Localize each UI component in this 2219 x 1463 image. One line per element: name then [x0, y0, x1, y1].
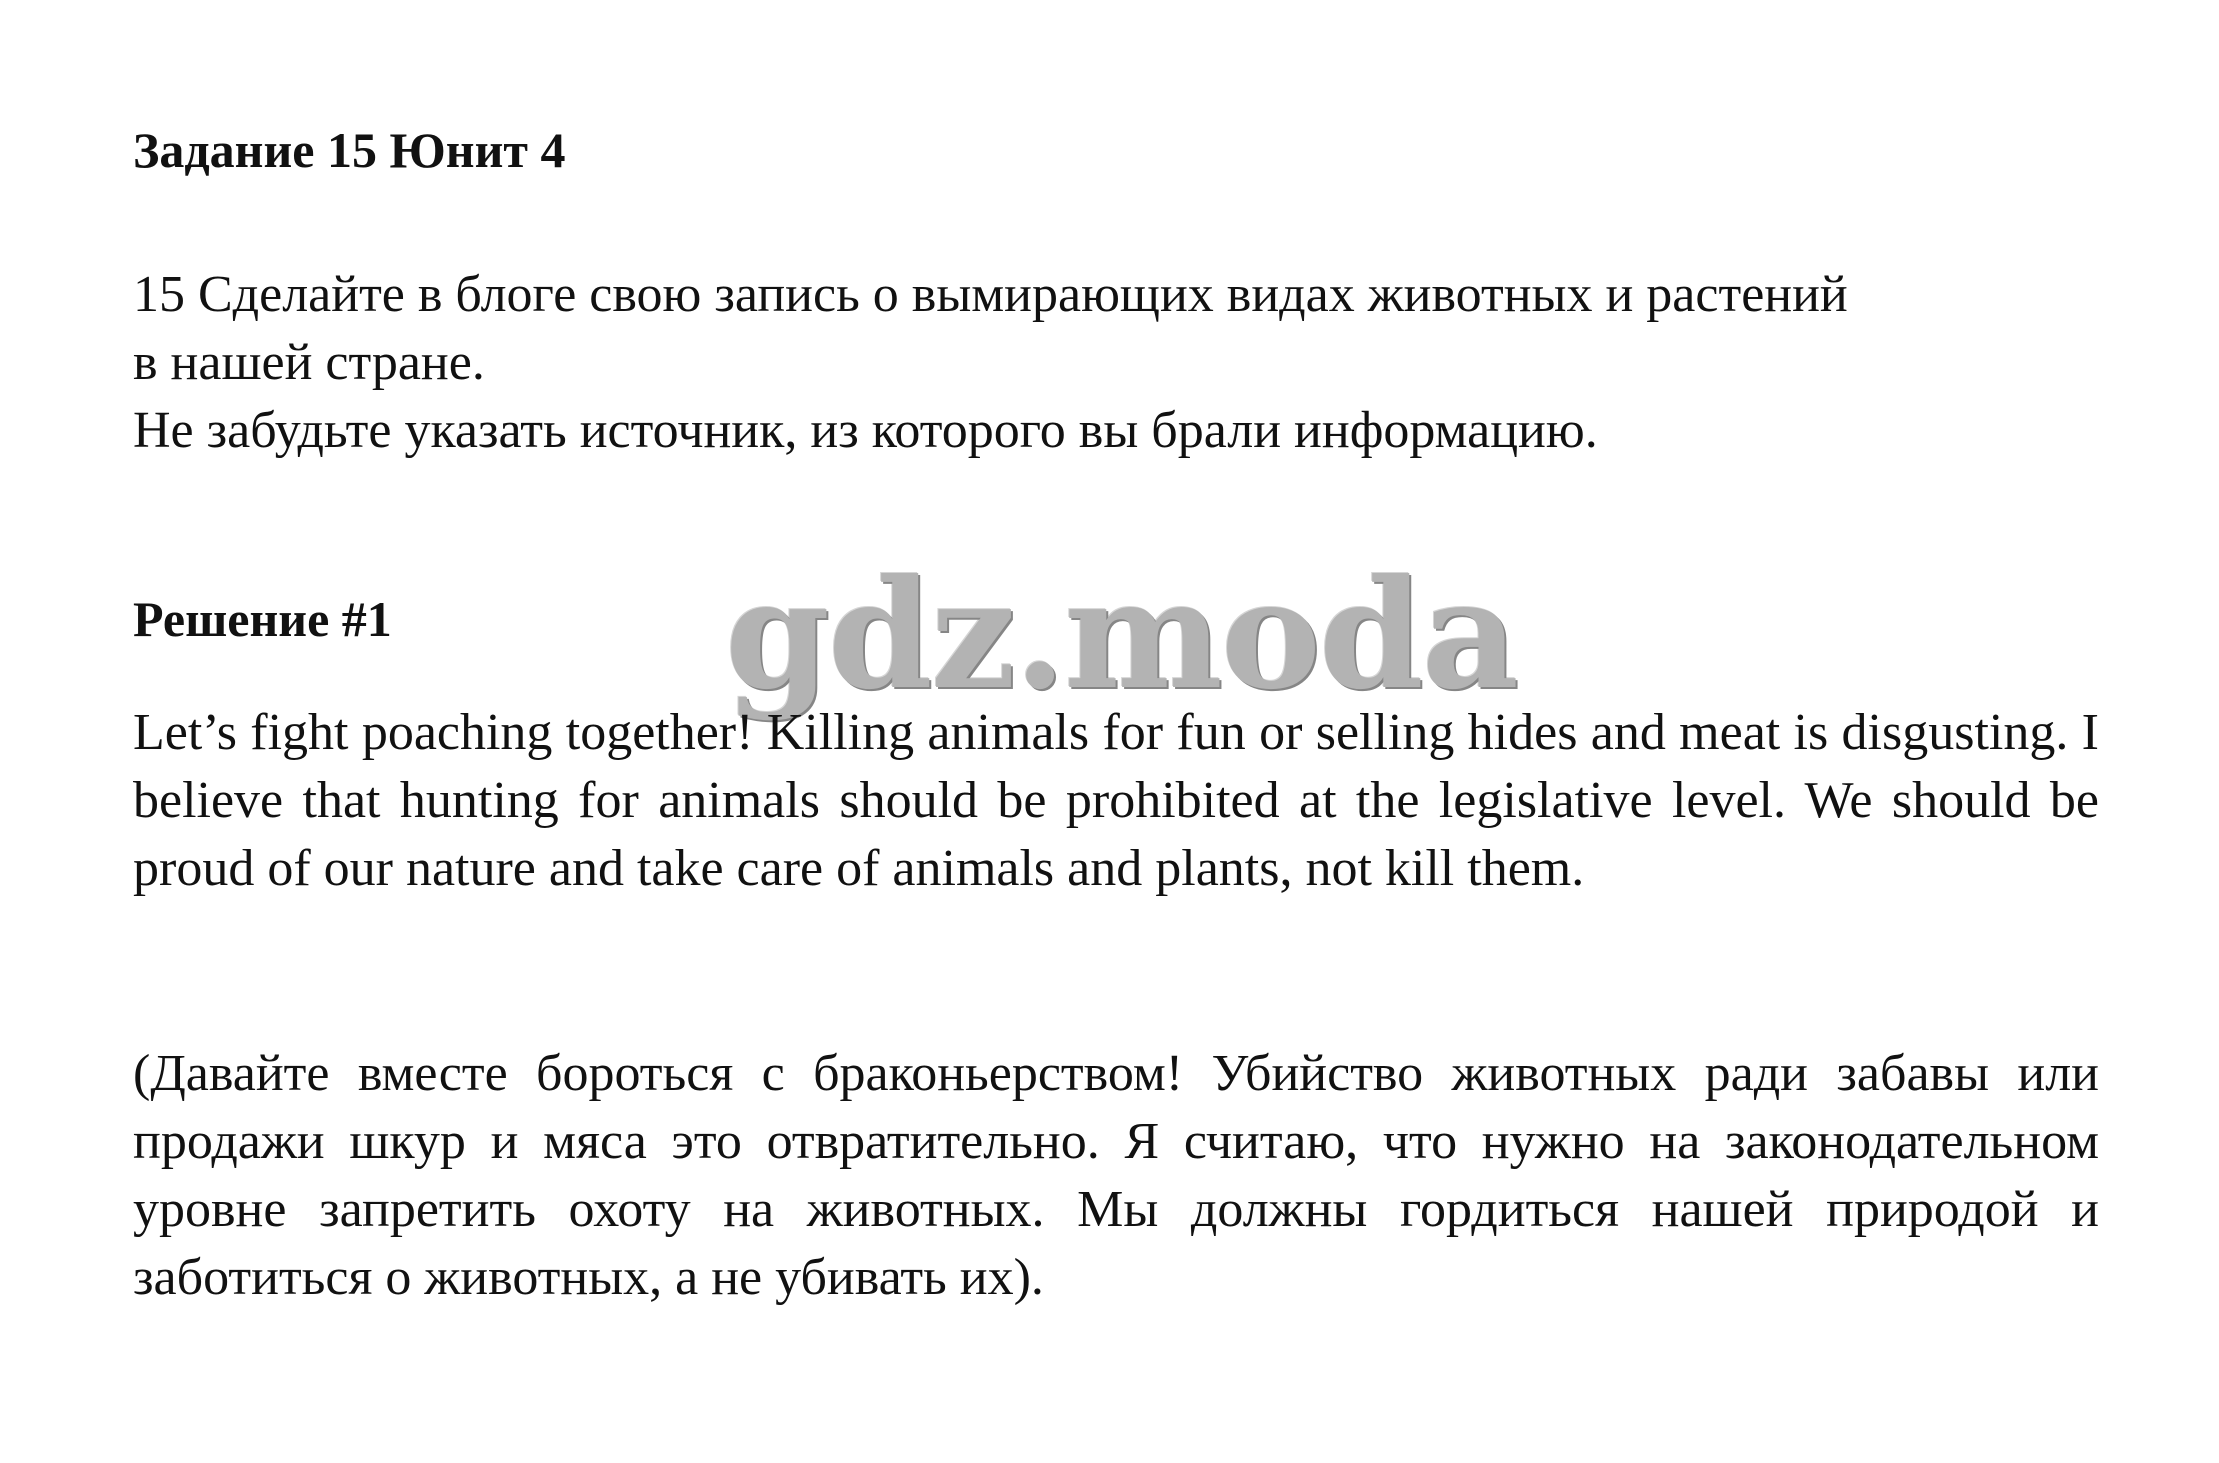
task-line: Не забудьте указать источник, из которого вы брали информацию.: [133, 402, 1598, 459]
task-description: [133, 261, 2099, 465]
solution-title: Решение #1: [133, 591, 392, 647]
task-line: в нашей стране.: [133, 334, 485, 391]
russian-translation-text: (Давайте вместе бороться с браконьерством! Убийство животных ради забавы или продажи шкур и мяса это отвратительно. Я считаю, что нужно на законодательном уровне запретить охоту на животных. Мы должны гордиться нашей природой и заботиться о животных, а не убивать их).: [133, 1045, 2099, 1306]
english-answer-text: Let’s fight poaching together! Killing animals for fun or selling hides and meat is disgusting. I believe that hunting for animals should be prohibited at the legislative level. We should be proud of our nature and take care of animals and plants, not kill them.: [133, 704, 2099, 897]
task-line: 15 Сделайте в блоге свою запись о вымирающих видах животных и растений: [133, 266, 1848, 323]
task-title: Задание 15 Юнит 4: [133, 122, 566, 178]
watermark-logo: gdz.moda: [725, 547, 1518, 723]
